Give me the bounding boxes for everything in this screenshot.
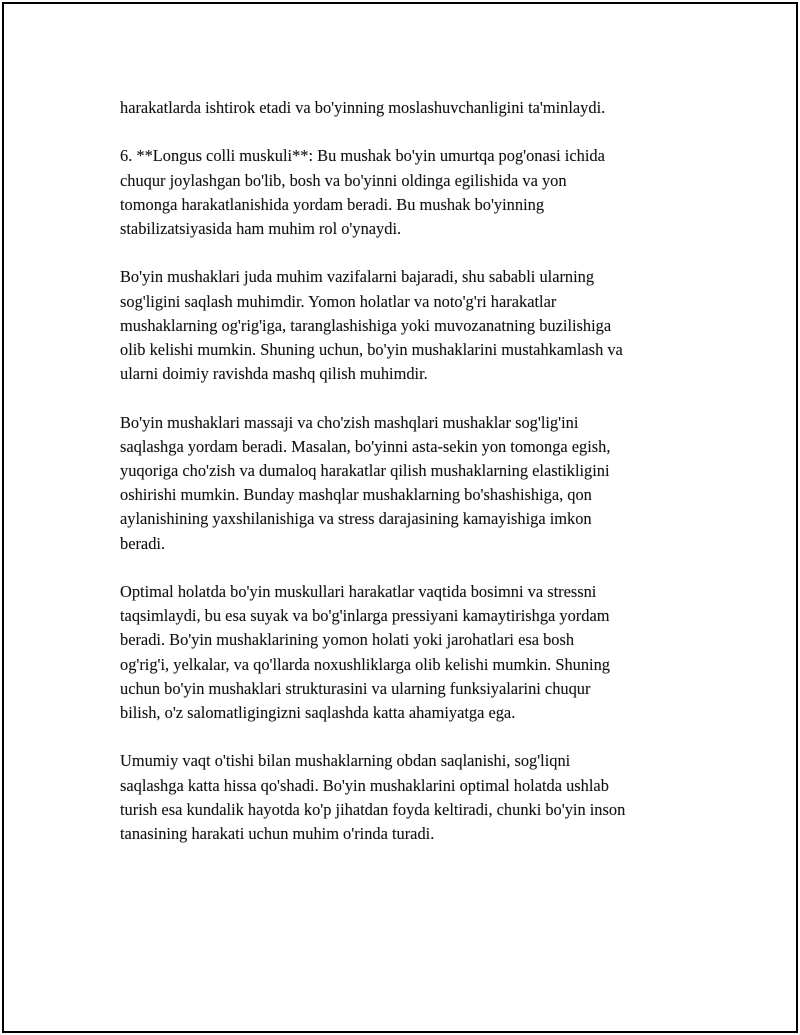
paragraph-conclusion: Umumiy vaqt o'tishi bilan mushaklarning obdan saqlanishi, sog'liqni saqlashga katta hissa qo'shadi. Bo'yin mushaklarini optimal holatda ushlab turish esa kundalik hayotda ko'p jihatdan foyda keltiradi, chunki bo'yin inson tanasining harakati uchun muhim o'rinda turadi.	[120, 751, 626, 844]
paragraph-optimal-posture: Optimal holatda bo'yin muskullari harakatlar vaqtida bosimni va stressni taqsimlaydi, bu esa suyak va bo'g'inlarga pressiyani kamaytirishga yordam beradi. Bo'yin mushaklarining yomon holati yoki jarohatlari esa bosh og'rig'i, yelkalar, va qo'llarda noxushliklarga olib kelishi mumkin. Shuning uchun bo'yin mushaklari strukturasini va ularning funksiyalarini chuqur bilish, o'z salomatligingizni saqlashda katta ahamiyatga ega.	[120, 582, 610, 723]
paragraph-continuation: harakatlarda ishtirok etadi va bo'yinning moslashuvchanligini ta'minlaydi.	[120, 98, 606, 117]
paragraph-neck-muscle-importance: Bo'yin mushaklari juda muhim vazifalarni bajaradi, shu sababli ularning sog'ligini saqlash muhimdir. Yomon holatlar va noto'g'ri harakatlar mushaklarning og'rig'iga, taranglashishiga yoki muvozanatning buzilishiga olib kelishi mumkin. Shuning uchun, bo'yin mushaklarini mustahkamlash va ularni doimiy ravishda mashq qilish muhimdir.	[120, 267, 623, 384]
paragraph-longus-colli: 6. **Longus colli muskuli**: Bu mushak bo'yin umurtqa pog'onasi ichida chuqur joylashgan bo'lib, bosh va bo'yinni oldinga egilishida va yon tomonga harakatlanishida yordam beradi. Bu mushak bo'yinning stabilizatsiyasida ham muhim rol o'ynaydi.	[120, 146, 605, 238]
paragraph-massage-stretching: Bo'yin mushaklari massaji va cho'zish mashqlari mushaklar sog'lig'ini saqlashga yordam beradi. Masalan, bo'yinni asta-sekin yon tomonga egish, yuqoriga cho'zish va dumaloq harakatlar qilish mushaklarning elastikligini oshirishi mumkin. Bunday mashqlar mushaklarning bo'shashishiga, qon aylanishining yaxshilanishiga va stress darajasining kamayishiga imkon beradi.	[120, 412, 611, 553]
document-body	[120, 96, 700, 870]
page-frame	[2, 2, 798, 1033]
